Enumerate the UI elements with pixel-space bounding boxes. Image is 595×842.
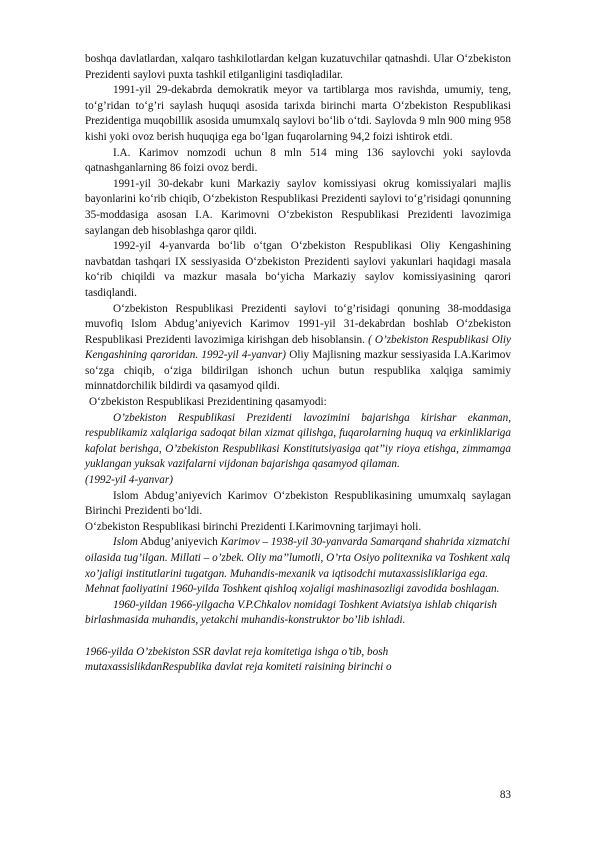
biography-paragraph: 1960-yildan 1966-yilgacha V.P.Chkalov nomidagi Toshkent Aviatsiya ishlab chiqarish birlashmasida muhandis, yetakchi muhandis-konstruktor bo’lib ishladi. xyxy=(85,598,497,627)
paragraph: 1991-yil 30-dekabr kuni Markaziy saylov komissiyasi okrug komissiyalari majlis bayonlarini ko‘rib chiqib, O‘zbekiston Respublikasi Prezidenti saylovi to‘g’risidagi qonunning 35-moddasiga asosan I.A. Karimovni O‘zbekiston Respublikasi Prezidenti lavozimiga saylangan deb hisoblashga qaror qildi. xyxy=(85,177,511,237)
paragraph: 1991-yil 29-dekabrda demokratik meyor va tartiblarga mos ravishda, umumiy, teng, to‘g’ridan to‘g’ri saylash huquqi asosida tarixda birinchi marta O‘zbekiston Respublikasi Prezidentiga muqobillik asosida umumxalq saylovi bo‘lib o‘tdi. Saylovda 9 mln 900 ming 958 kishi yoki ovoz berish huquqiga ega bo‘lgan fuqarolarning 94,2 foizi ishtirok etdi. xyxy=(85,84,511,143)
biography-paragraph: 1966-yilda O’zbekiston SSR davlat reja komitetiga ishga o’tib, bosh mutaxassislikdanRespublika davlat reja komiteti raisining birinchi o xyxy=(85,645,392,674)
oath-text: O’zbekiston Respublikasi Prezidenti lavozimini bajarishga kirishar ekanman, respublikamiz xalqlariga sadoqat bilan xizmat qilishga, fuqarolarning huquq va erkinliklariga kafolat berishga, O’zbekiston Respublikasi Konstitutsiyasiga qat’’iy rioya etishga, zimmamga yuklangan yuksak vazifalarni vijdonan bajarishga qasamyod qilaman. xyxy=(85,411,511,471)
resolution-source: ( O’zbekiston Respublikasi Oliy Kengashining qaroridan. 1992-yil 4-yanvar) xyxy=(85,333,511,362)
oath-date: (1992-yil 4-yanvar) xyxy=(85,474,173,487)
document-body xyxy=(85,52,511,676)
biography-paragraph: Islom Abdug’aniyevich Karimov – 1938-yil 30-yanvarda Samarqand shahrida xizmatchi oilasida tug’ilgan. Millati – o’zbek. Oliy ma’’lumotli, O’rta Osiyo politexnika va Toshkent xalq xo’jaligi institutlarini tugatgan. Muhandis-mexanik va iqtisodchi mutaxassisliklariga ega. Mehnat faoliyatini 1960-yilda Toshkent qishloq xojaligi mashinasozligi zavodida boshlagan. xyxy=(85,536,510,596)
spacer xyxy=(85,629,511,645)
oath-heading: O‘zbekiston Respublikasi Prezidentining qasamyodi: xyxy=(89,396,327,409)
paragraph: 1992-yil 4-yanvarda bo‘lib o‘tgan O‘zbekiston Respublikasi Oliy Kengashining navbatdan tashqari IX sessiyasida O‘zbekiston Prezidenti saylovi yakunlari haqidagi masala ko‘rib chiqildi va mazkur masala bo‘yicha Markaziy saylov komissiyasining qarori tasdiqlandi. xyxy=(85,240,511,299)
paragraph-tail: Oliy Majlisning mazkur sessiyasida I.A.Karimov so‘zga chiqib, o‘ziga bildirilgan ishonch uchun butun respublika xalqiga samimiy minnatdorchilik bildirdi va qasamyod qildi. xyxy=(85,349,511,393)
paragraph xyxy=(85,302,511,396)
resolution-text: O‘zbekiston Respublikasi Prezidenti saylovi to‘g’risidagi qonuning 38-moddasiga muvofiq Islom Abdug’aniyevich Karimov 1991-yil 31-dekabrdan boshlab O‘zbekiston Respublikasi Prezidenti lavozimiga kirishgan deb hisoblansin. xyxy=(85,302,511,346)
paragraph: I.A. Karimov nomzodi uchun 8 mln 514 ming 136 saylovchi yoki saylovda qatnashganlarning 86 foizi ovoz berdi. xyxy=(85,146,511,175)
paragraph: Islom Abdug’aniyevich Karimov O‘zbekiston Respublikasining umumxalq saylagan Birinchi Prezidenti bo‘ldi. xyxy=(85,489,511,518)
biography-heading: O‘zbekiston Respublikasi birinchi Prezidenti I.Karimovning tarjimayi holi. xyxy=(85,520,422,533)
paragraph: boshqa davlatlardan, xalqaro tashkilotlardan kelgan kuzatuvchilar qatnashdi. Ular O‘zbekiston Prezidenti saylovi puxta tashkil etilganligini tasdiqladilar. xyxy=(85,53,511,81)
page-number: 83 xyxy=(499,789,511,801)
